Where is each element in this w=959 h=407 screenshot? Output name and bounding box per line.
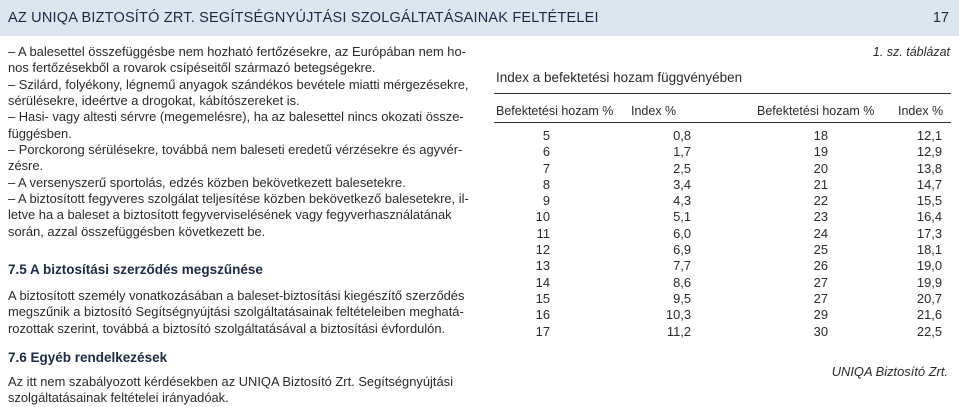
table-cell: 12,1 [916,128,942,143]
table-row [494,144,951,160]
table-cell: 7,7 [673,258,691,274]
table-cell: 18,1 [916,242,942,258]
column-header: Index % [631,104,677,118]
table-cell: 6 [542,144,550,160]
table-cell: 21,6 [916,307,942,323]
table-row [494,258,951,274]
table-cell: 5,1 [673,209,691,225]
table-cell: 12,9 [916,144,942,160]
table-cell: 0,8 [673,128,691,143]
table-cell: 24 [813,225,828,241]
table-cell: 6,0 [673,225,691,241]
table-cell: 20,7 [916,290,942,306]
table-cell: 3,4 [673,176,691,192]
table-cell: 19,9 [916,274,942,290]
list-item: – A versenyszerű sportolás, edzés közben bekövetkezett balesetekre. [8,174,406,190]
signature: UNIQA Biztosító Zrt. [831,364,948,379]
table-cell: 19,0 [916,258,942,274]
table-cell: 26 [813,258,828,274]
table-cell: 29 [813,307,828,323]
table-row [494,291,951,307]
table-cell: 23 [813,209,828,225]
table-cell: 13 [535,258,550,274]
section-paragraph [8,374,476,407]
table-cell: 7 [542,160,550,176]
section-heading: 7.5 A biztosítási szerződés megszűnése [8,262,263,277]
table-cell: 25 [813,242,828,258]
table-header-rule [494,122,951,123]
table-cell: 2,5 [673,160,691,176]
section-heading: 7.6 Egyéb rendelkezések [8,350,168,365]
table-cell: 19 [813,144,828,160]
table-row [494,161,951,177]
table-heading: Index a befektetési hozam függvényében [496,70,743,85]
table-cell: 9 [542,193,550,209]
table-cell: 21 [813,176,828,192]
table-row [494,307,951,323]
section-text: Az itt nem szabályozott kérdésekben az UNIQA Biztosító Zrt. Segítségnyújtási szolgáltatásainak feltételei irányadóak. [8,374,453,406]
column-header: Index % [898,104,944,118]
list-item: – Porckorong sérülésekre, továbbá nem baleseti eredetű vérzésekre és agyvér- zésre. [8,142,463,174]
table-cell: 12 [535,242,550,258]
list-item: – A balesettel összefüggésbe nem hozható fertőzésekre, az Európában nem ho- nos fertőzésekből a rovarok csípéseitől származó betegségekre. [8,44,466,76]
table-row [494,242,951,258]
table-row [494,226,951,242]
table-cell: 11,2 [666,323,691,339]
table-cell: 14 [535,274,550,290]
table-row [494,275,951,291]
table-body [494,128,951,340]
column-header: Befektetési hozam % [496,104,614,118]
table-row [494,177,951,193]
table-cell: 1,7 [673,144,691,160]
table-cell: 9,5 [673,290,691,306]
list-item: – Hasi- vagy altesti sérvre (megemelésre), ha az balesettel nincs okozati össze- függésben. [8,109,464,141]
table-top-rule [494,93,951,94]
table-reference: 1. sz. táblázat [872,45,950,59]
table-cell: 15,5 [916,193,942,209]
table-row [494,324,951,340]
table-cell: 14,7 [916,176,942,192]
table-cell: 8 [542,176,550,192]
page-header [0,0,959,36]
table-cell: 20 [813,160,828,176]
table-cell: 27 [813,290,828,306]
list-item: – Szilárd, folyékony, légnemű anyagok szándékos bevétele miatti mérgezésekre, sérülésekre, ideértve a drogokat, kábítószereket is. [8,76,469,109]
table-cell: 11 [536,225,550,241]
section-paragraph [8,288,476,337]
list-item: – A biztosított fegyveres szolgálat teljesítése közben bekövetkező balesetekre, il- letve ha a baleset a biztosított fegyverviselésének vagy fegyverhasználatának során, azzal összefüggésben következett be. [8,191,469,239]
table-cell: 17 [535,323,550,339]
table-cell: 22 [813,193,828,209]
table-cell: 22,5 [916,323,942,339]
table-row [494,209,951,225]
table-row [494,193,951,209]
table-cell: 6,9 [673,242,691,258]
column-header: Befektetési hozam % [757,104,875,118]
section-text: A biztosított személy vonatkozásában a baleset-biztosítási kiegészítő szerződés megszűnik a biztosító Segítségnyújtási szolgáltatásainak feltételeiben meghatá- rozottak szerint, továbbá a biztosító szolgáltatásával a biztosítási évfordulón. [8,288,465,336]
document-title: AZ UNIQA BIZTOSÍTÓ ZRT. SEGÍTSÉGNYÚJTÁSI SZOLGÁLTATÁSAINAK FELTÉTELEI [8,10,599,26]
table-cell: 10 [535,209,550,225]
table-row [494,128,951,144]
table-cell: 8,6 [673,274,691,290]
table-cell: 13,8 [916,160,942,176]
table-cell: 5 [542,128,550,143]
page-number: 17 [932,10,949,26]
table-cell: 30 [813,323,828,339]
table-cell: 16,4 [916,209,942,225]
table-cell: 15 [535,290,550,306]
table-cell: 18 [813,128,828,143]
exclusion-list [8,44,476,240]
table-cell: 16 [535,307,550,323]
table-cell: 27 [813,274,828,290]
table-cell: 4,3 [673,193,691,209]
table-cell: 10,3 [665,307,691,323]
table-cell: 17,3 [916,225,942,241]
